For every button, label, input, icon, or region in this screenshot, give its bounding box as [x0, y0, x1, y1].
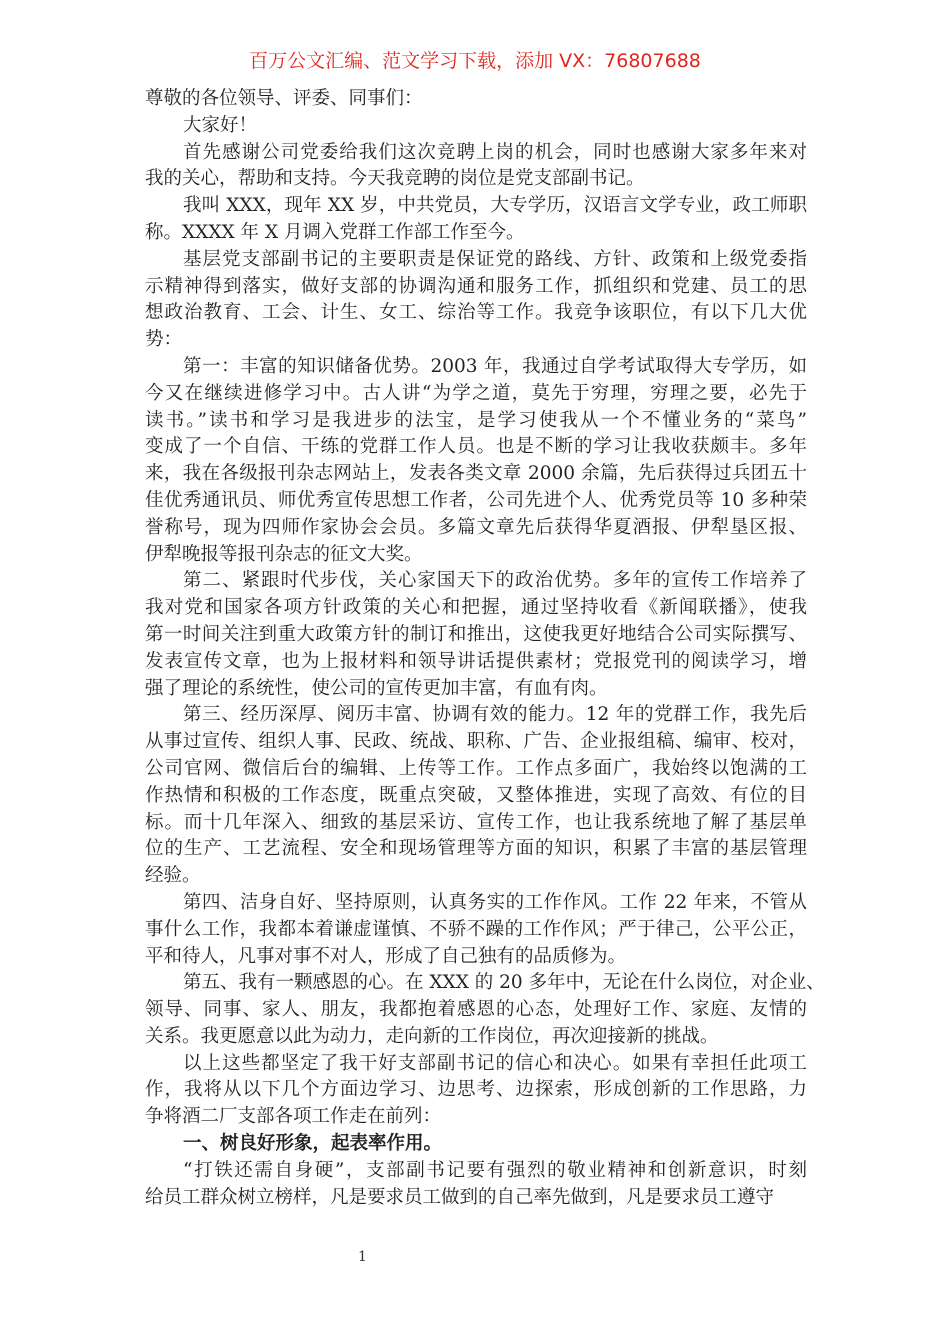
text-line: 首先感谢公司党委给我们这次竞聘上岗的机会，同时也感谢大家多年来对 [183, 141, 807, 163]
text-line: 事什么工作，我都本着谦虚谨慎、不骄不躁的工作作风；严于律己，公平公正， [145, 918, 807, 940]
text-line: “打铁还需自身硬”，支部副书记要有强烈的敬业精神和创新意识，时刻 [183, 1159, 807, 1181]
text-line: 争将酒二厂支部各项工作走在前列： [145, 1106, 442, 1128]
paragraph [145, 702, 807, 890]
text-line: 第一时间关注到重大政策方针的制订和推出，这使我更好地结合公司实际撰写、 [145, 623, 807, 645]
text-line: 我对党和国家各项方针政策的关心和把握，通过坚持收看《新闻联播》，使我 [145, 597, 807, 619]
text-line: 第四、洁身自好、坚持原则，认真务实的工作作风。工作 22 年来，不管从 [183, 891, 807, 913]
paragraph [145, 890, 807, 970]
text-line: 给员工群众树立榜样，凡是要求员工做到的自己率先做到，凡是要求员工遵守 [145, 1186, 775, 1208]
text-line: 第五、我有一颗感恩的心。在 XXX 的 20 多年中，无论在什么岗位，对企业、 [183, 972, 825, 994]
paragraph [145, 193, 807, 247]
paragraph [145, 247, 807, 354]
text-line: 从事过宣传、组织人事、民政、统战、职称、广告、企业报组稿、编审、校对， [145, 731, 807, 753]
text-line: 示精神得到落实，做好支部的协调沟通和服务工作，抓组织和党建、员工的思 [145, 275, 807, 297]
text-line: 领导、同事、家人、朋友，我都抱着感恩的心态，处理好工作、家庭、友情的 [145, 999, 807, 1021]
paragraph [145, 568, 807, 702]
document-body [145, 86, 825, 1211]
paragraph [145, 86, 807, 113]
text-line: 佳优秀通讯员、师优秀宣传思想工作者，公司先进个人、优秀党员等 10 多种荣 [145, 489, 807, 511]
page-number: 1 [358, 1249, 367, 1265]
text-line: 发表宣传文章，也为上报材料和领导讲话提供素材；党报党刊的阅读学习，增 [145, 650, 807, 672]
text-line: 以上这些都坚定了我干好支部副书记的信心和决心。如果有幸担任此项工 [183, 1052, 807, 1074]
text-line: 公司官网、微信后台的编辑、上传等工作。工作点多面广，我始终以饱满的工 [145, 757, 807, 779]
paragraph [145, 354, 807, 568]
text-line: 我叫 XXX，现年 XX 岁，中共党员，大专学历，汉语言文学专业，政工师职 [183, 195, 807, 217]
text-line: 变成了一个自信、干练的党群工作人员。也是不断的学习让我收获颇丰。多年 [145, 436, 807, 458]
paragraph [145, 140, 807, 194]
text-line: 第一：丰富的知识储备优势。2003 年，我通过自学考试取得大专学历，如 [183, 355, 807, 377]
text-line: 平和待人，凡事对事不对人，形成了自己独有的品质修为。 [145, 945, 627, 967]
text-line: 作，我将从以下几个方面边学习、边思考、边探索，形成创新的工作思路，力 [145, 1079, 807, 1101]
text-line: 来，我在各级报刊杂志网站上，发表各类文章 2000 余篇，先后获得过兵团五十 [145, 463, 807, 485]
text-line: 关系。我更愿意以此为动力，走向新的工作岗位，再次迎接新的挑战。 [145, 1025, 719, 1047]
text-line: 尊敬的各位领导、评委、同事们： [145, 88, 423, 109]
text-line: 位的生产、工艺流程、安全和现场管理等方面的知识，积累了丰富的基层管理 [145, 838, 807, 860]
text-line: 强了理论的系统性，使公司的宣传更加丰富，有血有肉。 [145, 677, 608, 699]
text-line: 势： [145, 329, 183, 351]
section-heading [145, 1131, 807, 1158]
paragraph [145, 113, 807, 140]
text-line: 伊犁晚报等报刊杂志的征文大奖。 [145, 543, 423, 565]
text-line: 基层党支部副书记的主要职责是保证党的路线、方针、政策和上级党委指 [183, 248, 807, 270]
text-line: 经验。 [145, 865, 201, 887]
download-banner: 百万公文汇编、范文学习下载，添加 VX：76807688 [249, 50, 701, 72]
text-line: 第二、紧跟时代步伐，关心家国天下的政治优势。多年的宣传工作培养了 [183, 570, 807, 592]
text-line: 称。XXXX 年 X 月调入党群工作部工作至今。 [145, 221, 525, 243]
text-line: 一、树良好形象，起表率作用。 [183, 1133, 443, 1155]
paragraph [145, 1051, 807, 1131]
paragraph [145, 1158, 807, 1212]
text-line: 大家好！ [183, 114, 258, 136]
text-line: 今又在继续进修学习中。古人讲“为学之道，莫先于穷理，穷理之要，必先于 [145, 382, 807, 404]
text-line: 第三、经历深厚、阅历丰富、协调有效的能力。12 年的党群工作，我先后 [183, 704, 807, 726]
text-line: 想政治教育、工会、计生、女工、综治等工作。我竞争该职位，有以下几大优 [145, 302, 807, 324]
text-line: 我的关心，帮助和支持。今天我竞聘的岗位是党支部副书记。 [145, 168, 645, 190]
text-line: 标。而十几年深入、细致的基层采访、宣传工作，也让我系统地了解了基层单 [145, 811, 807, 833]
paragraph [145, 970, 825, 1050]
text-line: 作热情和积极的工作态度，既重点突破，又整体推进，实现了高效、有位的目 [145, 784, 807, 806]
text-line: 读书。”读书和学习是我进步的法宝，是学习使我从一个不懂业务的“菜鸟” [145, 409, 807, 431]
text-line: 誉称号，现为四师作家协会会员。多篇文章先后获得华夏酒报、伊犁垦区报、 [145, 516, 807, 538]
